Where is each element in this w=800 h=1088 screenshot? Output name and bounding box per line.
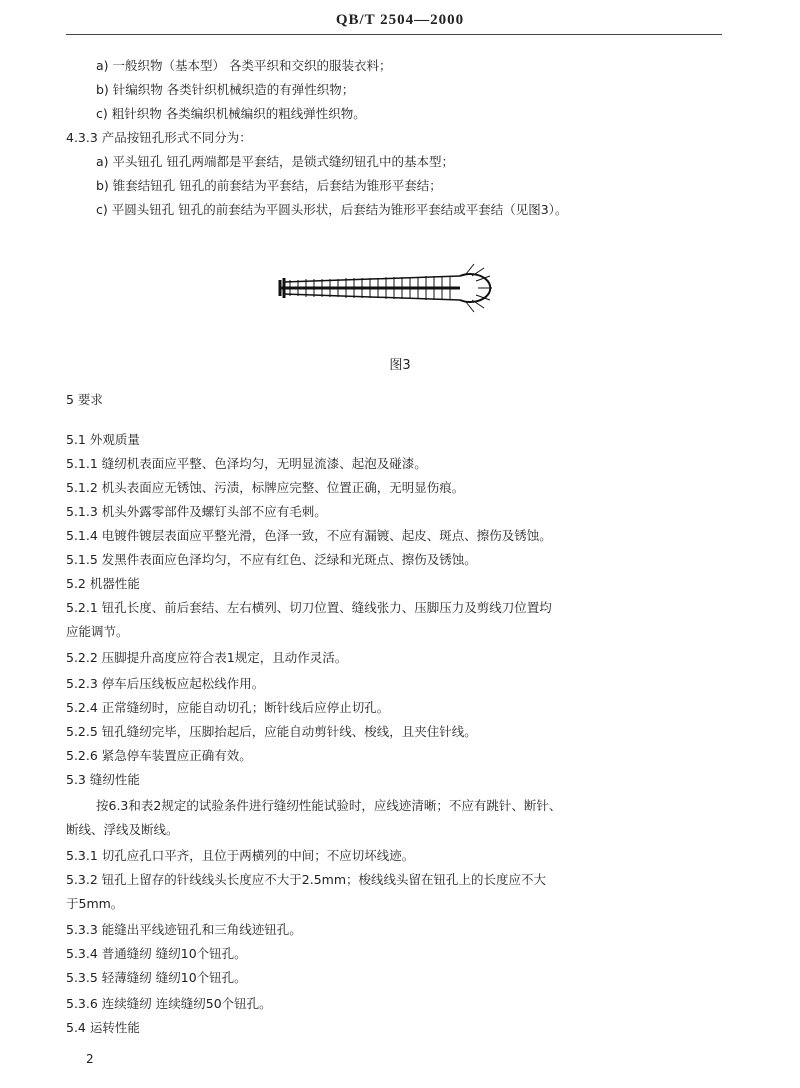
text-line: 于5mm。 (66, 896, 124, 911)
text-line: 5.2.3 停车后压线板应起松线作用。 (66, 676, 265, 691)
text-line: 断线、浮线及断线。 (66, 822, 179, 837)
section-heading: 5.4 运转性能 (66, 1020, 140, 1035)
text-line: 5.3.2 钮孔上留存的针线线头长度应不大于2.5mm；梭线线头留在钮孔上的长度应不大 (66, 872, 547, 887)
text-line: c) 平圆头钮孔 钮孔的前套结为平圆头形状，后套结为锥形平套结或平套结（见图3）。 (96, 202, 568, 217)
section-heading: 5.1 外观质量 (66, 432, 140, 447)
section-heading: 5 要求 (66, 392, 103, 407)
section-heading: 4.3.3 产品按钮孔形式不同分为： (66, 130, 252, 145)
page-number: 2 (86, 1052, 94, 1066)
text-line: 5.2.2 压脚提升高度应符合表1规定，且动作灵活。 (66, 650, 348, 665)
text-line: 5.1.5 发黑件表面应色泽均匀，不应有红色、泛绿和光斑点、擦伤及锈蚀。 (66, 552, 477, 567)
text-line: 5.1.4 电镀件镀层表面应平整光滑，色泽一致，不应有漏镀、起皮、斑点、擦伤及锈蚀。 (66, 528, 552, 543)
text-line: 5.2.4 正常缝纫时，应能自动切孔；断针线后应停止切孔。 (66, 700, 390, 715)
text-line: 5.2.1 钮孔长度、前后套结、左右横列、切刀位置、缝线张力、压脚压力及剪线刀位置均 (66, 600, 552, 615)
text-line: c) 粗针织物 各类编织机械编织的粗线弹性织物。 (96, 106, 366, 121)
text-line: 5.1.2 机头表面应无锈蚀、污渍，标牌应完整、位置正确，无明显伤痕。 (66, 480, 465, 495)
text-line: 5.3.3 能缝出平线迹钮孔和三角线迹钮孔。 (66, 922, 302, 937)
text-line: 按6.3和表2规定的试验条件进行缝纫性能试验时，应线迹清晰；不应有跳针、断针、 (96, 798, 562, 813)
text-line: 5.3.4 普通缝纫 缝纫10个钮孔。 (66, 946, 247, 961)
buttonhole-figure (270, 248, 530, 328)
text-line: 5.3.6 连续缝纫 连续缝纫50个钮孔。 (66, 996, 272, 1011)
text-line: 5.3.1 切孔应孔口平齐，且位于两横列的中间；不应切坏线迹。 (66, 848, 415, 863)
text-line: b) 锥套结钮孔 钮孔的前套结为平套结，后套结为锥形平套结； (96, 178, 442, 193)
figure-caption: 图3 (389, 358, 411, 373)
standard-header: QB/T 2504—2000 (335, 12, 465, 28)
text-line: a) 一般织物（基本型） 各类平织和交织的服装衣料； (96, 58, 392, 73)
text-line: 应能调节。 (66, 624, 129, 639)
text-line: a) 平头钮孔 钮孔两端都是平套结，是锁式缝纫钮孔中的基本型； (96, 154, 454, 169)
text-line: 5.2.5 钮孔缝纫完毕，压脚抬起后，应能自动剪针线、梭线，且夹住针线。 (66, 724, 477, 739)
text-line: 5.3.5 轻薄缝纫 缝纫10个钮孔。 (66, 970, 247, 985)
text-line: 5.2.6 紧急停车装置应正确有效。 (66, 748, 252, 763)
section-heading: 5.3 缝纫性能 (66, 772, 140, 787)
text-line: 5.1.3 机头外露零部件及螺钉头部不应有毛刺。 (66, 504, 327, 519)
section-heading: 5.2 机器性能 (66, 576, 140, 591)
text-line: 5.1.1 缝纫机表面应平整、色泽均匀，无明显流漆、起泡及碰漆。 (66, 456, 427, 471)
header-rule (66, 34, 722, 35)
text-line: b) 针编织物 各类针织机械织造的有弹性织物； (96, 82, 355, 97)
